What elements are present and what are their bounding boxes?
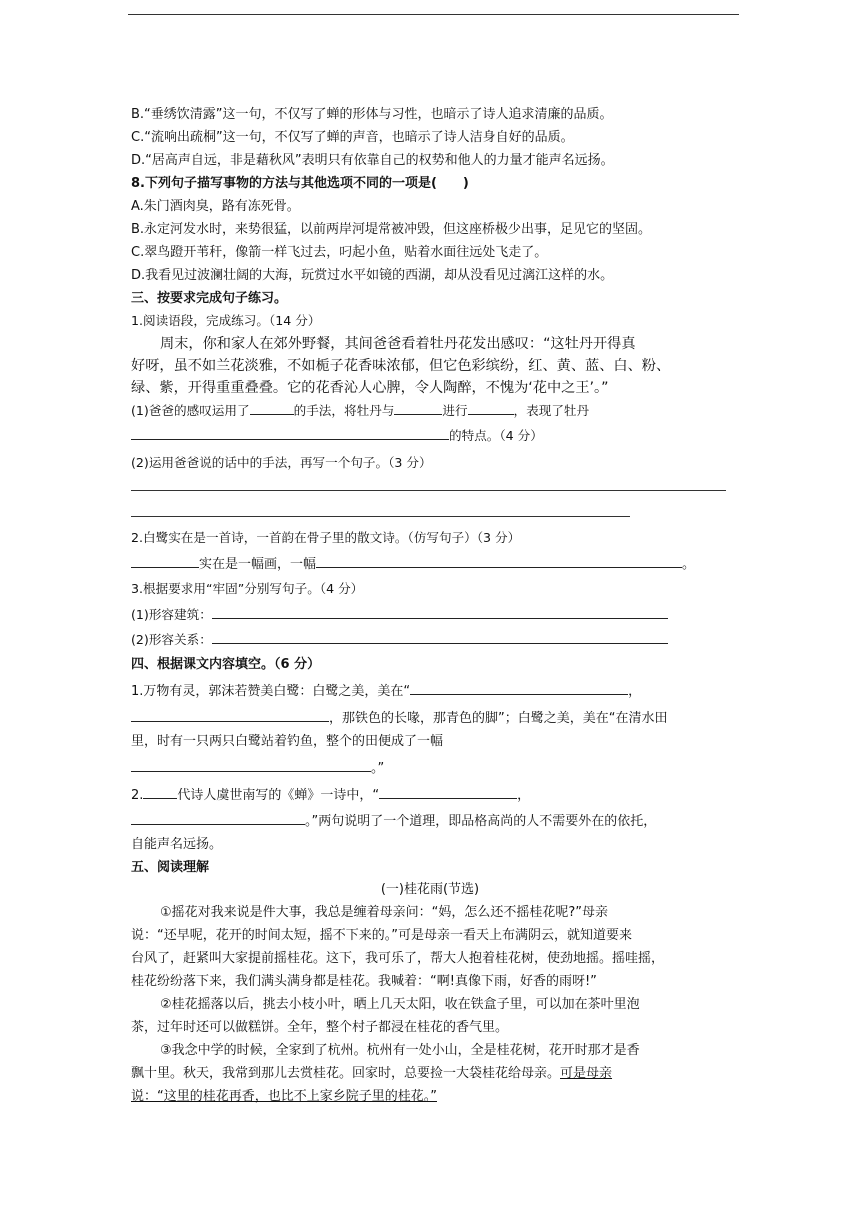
sub1-text: 的特点。（4 分） — [449, 428, 543, 443]
prompt-text: ，那铁色的长喙，那青色的脚”；白鹭之美，美在“在清水田 — [329, 711, 668, 726]
reading-line: 台风了，赶紧叫大家提前摇桂花。这下，我可乐了，帮大人抱着桂花树，使劲地摇。摇哇摇， — [131, 951, 665, 966]
prompt-text: 1.万物有灵，郭沫若赞美白鹭：白鹭之美，美在“ — [131, 684, 411, 699]
q8-option-c: C.翠鸟蹬开苇秆，像箭一样飞过去，叼起小鱼，贴着水面往远处飞走了。 — [131, 245, 548, 260]
exercise-3-1: 1.阅读语段，完成练习。（14 分） — [131, 313, 321, 328]
exercise-3-2: 2.白鹭实在是一首诗，一首韵在骨子里的散文诗。（仿写句子）（3 分） — [131, 530, 521, 545]
answer-blank[interactable] — [131, 810, 305, 825]
prompt-text: 。”两句说明了一个道理，即品格高尚的人不需要外在的依托， — [305, 814, 657, 829]
sub-question-1-cont — [131, 425, 543, 446]
answer-blank[interactable] — [212, 604, 668, 619]
sub1-text: (1)爸爸的感叹运用了 — [131, 403, 250, 418]
q8-option-b: B.永定河发水时，来势很猛，以前两岸河堤常被冲毁，但这座桥极少出事，足见它的坚固。 — [131, 222, 652, 237]
option-c: C.“流响出疏桐”这一句，不仅写了蝉的声音，也暗示了诗人洁身自好的品质。 — [131, 130, 574, 145]
prompt-text: 。 — [682, 557, 696, 572]
answer-blank[interactable] — [131, 757, 371, 772]
exercise-3-3: 3.根据要求用“牢固”分别写句子。（4 分） — [131, 581, 364, 596]
sub-question-2: (2)运用爸爸说的话中的手法，再写一个句子。（3 分） — [131, 455, 432, 470]
answer-blank[interactable] — [131, 425, 449, 440]
sub1-text: ，表现了牡丹 — [513, 403, 590, 418]
answer-blank[interactable] — [379, 784, 517, 799]
answer-blank[interactable] — [316, 553, 682, 568]
passage-line: 绿、紫，开得重重叠叠。它的花香沁人心脾，令人陶醉，不愧为‘花中之王’。” — [131, 380, 609, 396]
option-d: D.“居高声自远，非是藉秋风”表明只有依靠自己的权势和他人的力量才能声名远扬。 — [131, 153, 614, 168]
fill-1-cont — [131, 707, 667, 729]
prompt-text: ， — [628, 684, 642, 699]
fill-2-cont — [131, 810, 656, 832]
answer-blank[interactable] — [143, 784, 177, 799]
answer-blank[interactable] — [250, 400, 294, 415]
sub1-text: 的手法，将牡丹与 — [293, 403, 395, 418]
reading-line: 茶，过年时还可以做糕饼。全年，整个村子都浸在桂花的香气里。 — [131, 1020, 509, 1035]
passage-title: (一)桂花雨(节选) — [380, 882, 480, 897]
answer-line[interactable] — [131, 516, 630, 517]
prompt-text: (2)形容关系： — [131, 632, 212, 647]
answer-blank[interactable] — [468, 400, 514, 415]
answer-blank[interactable] — [131, 707, 329, 722]
underlined-sentence: 说：“这里的桂花再香，也比不上家乡院子里的桂花。” — [131, 1089, 437, 1104]
sub1-text: 进行 — [442, 403, 468, 418]
section-3-heading: 三、按要求完成句子练习。 — [131, 291, 288, 306]
q8-option-a: A.朱门酒肉臭，路有冻死骨。 — [131, 199, 300, 214]
question-8: 8.下列句子描写事物的方法与其他选项不同的一项是( ) — [131, 176, 469, 191]
passage-line: 周末，你和家人在郊外野餐，其间爸爸看着牡丹花发出感叹：“这牡丹开得真 — [160, 336, 636, 352]
prompt-text: ， — [517, 788, 531, 803]
section-5-heading: 五、阅读理解 — [131, 860, 210, 875]
header-rule — [128, 14, 739, 15]
answer-line[interactable] — [131, 490, 726, 491]
reading-line: 桂花纷纷落下来，我们满头满身都是桂花。我喊着：“啊!真像下雨，好香的雨呀!” — [131, 974, 597, 989]
reading-line: ②桂花摇落以后，挑去小枝小叶，晒上几天太阳，收在铁盒子里，可以加在茶叶里泡 — [160, 997, 640, 1012]
q8-option-d: D.我看见过波澜壮阔的大海，玩赏过水平如镜的西湖，却从没看见过漓江这样的水。 — [131, 268, 614, 283]
exercise-3-3-b — [131, 629, 668, 650]
fill-1-cont — [131, 757, 384, 779]
prompt-text: 实在是一幅画，一幅 — [199, 557, 317, 572]
prompt-text: 2. — [131, 788, 144, 803]
reading-line: 说：“还早呢，花开的时间太短，摇不下来的。”可是母亲一看天上布满阴云，就知道要来 — [131, 928, 632, 943]
section-4-heading: 四、根据课文内容填空。（6 分） — [131, 657, 321, 672]
reading-line — [131, 1064, 612, 1084]
sub-question-1 — [131, 400, 589, 421]
prompt-text: (1)形容建筑： — [131, 607, 212, 622]
option-b: B.“垂绣饮清露”这一句，不仅写了蝉的形体与习性，也暗示了诗人追求清廉的品质。 — [131, 107, 613, 122]
fill-1-cont: 里，时有一只两只白鹭站着钓鱼，整个的田便成了一幅 — [131, 734, 444, 749]
prompt-text: 。” — [371, 761, 385, 776]
fill-2-cont: 自能声名远扬。 — [131, 837, 223, 852]
reading-text: 飘十里。秋天，我常到那儿去赏桂花。回家时，总要捡一大袋桂花给母亲。 — [131, 1066, 561, 1081]
passage-line: 好呀，虽不如兰花淡雅，不如栀子花香味浓郁，但它色彩缤纷，红、黄、蓝、白、粉、 — [131, 358, 671, 374]
reading-line: ①摇花对我来说是件大事，我总是缠着母亲问：“妈，怎么还不摇桂花呢?”母亲 — [160, 905, 609, 920]
fill-1 — [131, 680, 641, 702]
underlined-sentence: 可是母亲 — [560, 1066, 613, 1081]
answer-blank[interactable] — [131, 553, 199, 568]
answer-blank[interactable] — [394, 400, 442, 415]
prompt-text: 代诗人虞世南写的《蝉》一诗中，“ — [177, 788, 380, 803]
fill-2 — [131, 784, 530, 806]
reading-line: ③我念中学的时候，全家到了杭州。杭州有一处小山，全是桂花树，花开时那才是香 — [160, 1043, 640, 1058]
exercise-3-3-a — [131, 604, 668, 625]
answer-blank[interactable] — [212, 629, 668, 644]
exercise-3-2-answer — [131, 553, 695, 575]
answer-blank[interactable] — [410, 680, 628, 695]
